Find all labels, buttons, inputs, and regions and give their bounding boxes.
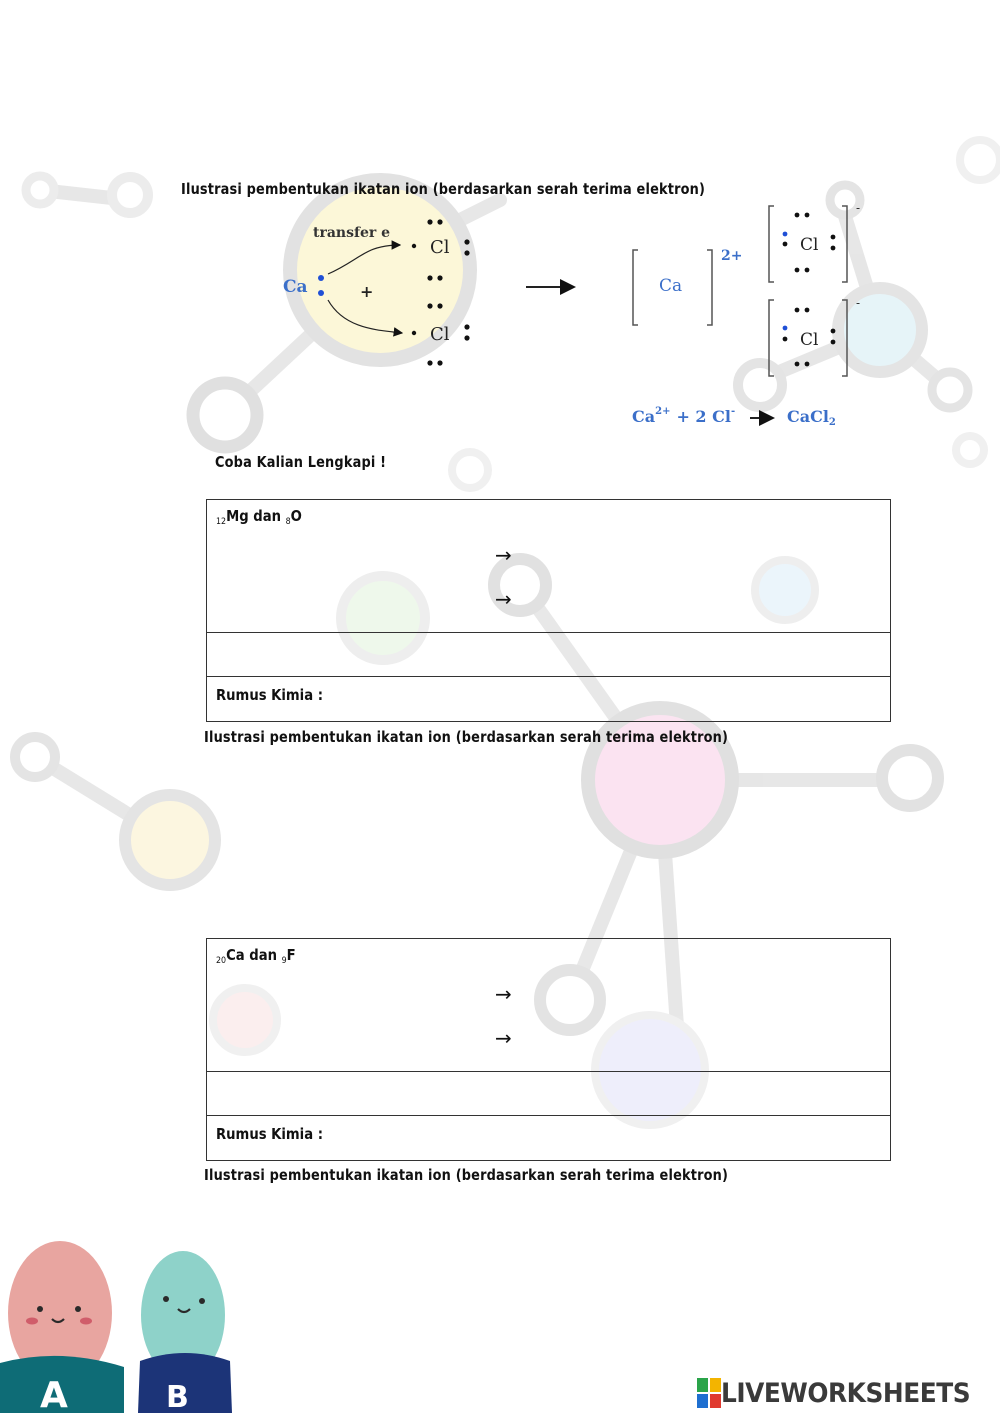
formula-label: Rumus Kimia : [216,686,323,704]
element-pair-title [216,507,302,527]
transfer-label: transfer e [313,225,391,241]
heading-top: Ilustrasi pembentukan ikatan ion (berdasarkan serah terima elektron) [181,180,706,198]
cl-lower: Cl [430,324,450,345]
mascot-illustration [0,1235,260,1413]
atomic-number-1: 20 [216,956,227,966]
arrow-icon: → [495,982,512,1006]
atomic-number-1: 12 [216,517,227,527]
right-mascot-letter: B [166,1380,189,1413]
title-dan: dan [248,507,286,525]
eq-product-main: CaCl [787,407,829,426]
eq-ca-sup: 2+ [655,406,671,417]
title-dan: dan [244,946,282,964]
atomic-number-2: 9 [281,956,287,966]
heading-bottom: Ilustrasi pembentukan ikatan ion (berdasarkan serah terima elektron) [204,1166,729,1184]
cl-charge-lower: - [856,296,861,310]
cl-upper: Cl [430,237,450,258]
instruction-text: Coba Kalian Lengkapi ! [215,453,387,471]
element-2: O [290,507,302,525]
eq-product-sub: 2 [828,417,836,428]
cl-ion-upper: Cl [800,235,819,255]
left-eye [75,1306,81,1312]
right-eye [163,1296,169,1302]
element-1: Ca [226,946,245,964]
ion-equation-answer-field[interactable] [207,633,890,676]
eq-plus: + 2 Cl [676,407,731,426]
element-1: Mg [226,507,249,525]
worksheet-box-mg-o [206,499,891,722]
element-2: F [286,946,296,964]
logo-text: LIVEWORKSHEETS [721,1377,971,1409]
ca-ion: Ca [659,276,683,296]
formula-answer-field[interactable] [337,1116,890,1160]
cl-charge-upper: - [856,201,861,215]
heading-mid: Ilustrasi pembentukan ikatan ion (berdasarkan serah terima elektron) [204,728,729,746]
ca-symbol: Ca [283,277,308,297]
ca-charge: 2+ [721,248,743,264]
formula-row [207,676,890,721]
cl-ion-lower: Cl [800,330,819,350]
arrow-icon: → [495,587,512,611]
ion-equation-input[interactable] [207,1071,890,1115]
right-eye [199,1298,205,1304]
left-eye [37,1306,43,1312]
eq-cl-sup: - [730,406,736,417]
left-mascot-letter: A [40,1375,68,1413]
worksheet-box-ca-f [206,938,891,1161]
formula-label: Rumus Kimia : [216,1125,323,1143]
element-pair-title [216,946,296,966]
electron-config-area [207,500,890,632]
eq-ca: Ca [632,407,656,426]
ion-equation-answer-field[interactable] [207,1072,890,1115]
electron-config-area [207,939,890,1071]
liveworksheets-logo [697,1376,992,1410]
ion-equation-input[interactable] [207,632,890,676]
arrow-icon: → [495,543,512,567]
plus-sign: + [360,282,374,301]
liveworksheets-logo-icon [697,1378,721,1408]
ionic-bond-example [270,200,880,440]
atomic-number-2: 8 [285,517,291,527]
formula-row [207,1115,890,1160]
eq-product [787,407,836,428]
formula-answer-field[interactable] [337,677,890,721]
arrow-icon: → [495,1026,512,1050]
equation [632,406,735,426]
